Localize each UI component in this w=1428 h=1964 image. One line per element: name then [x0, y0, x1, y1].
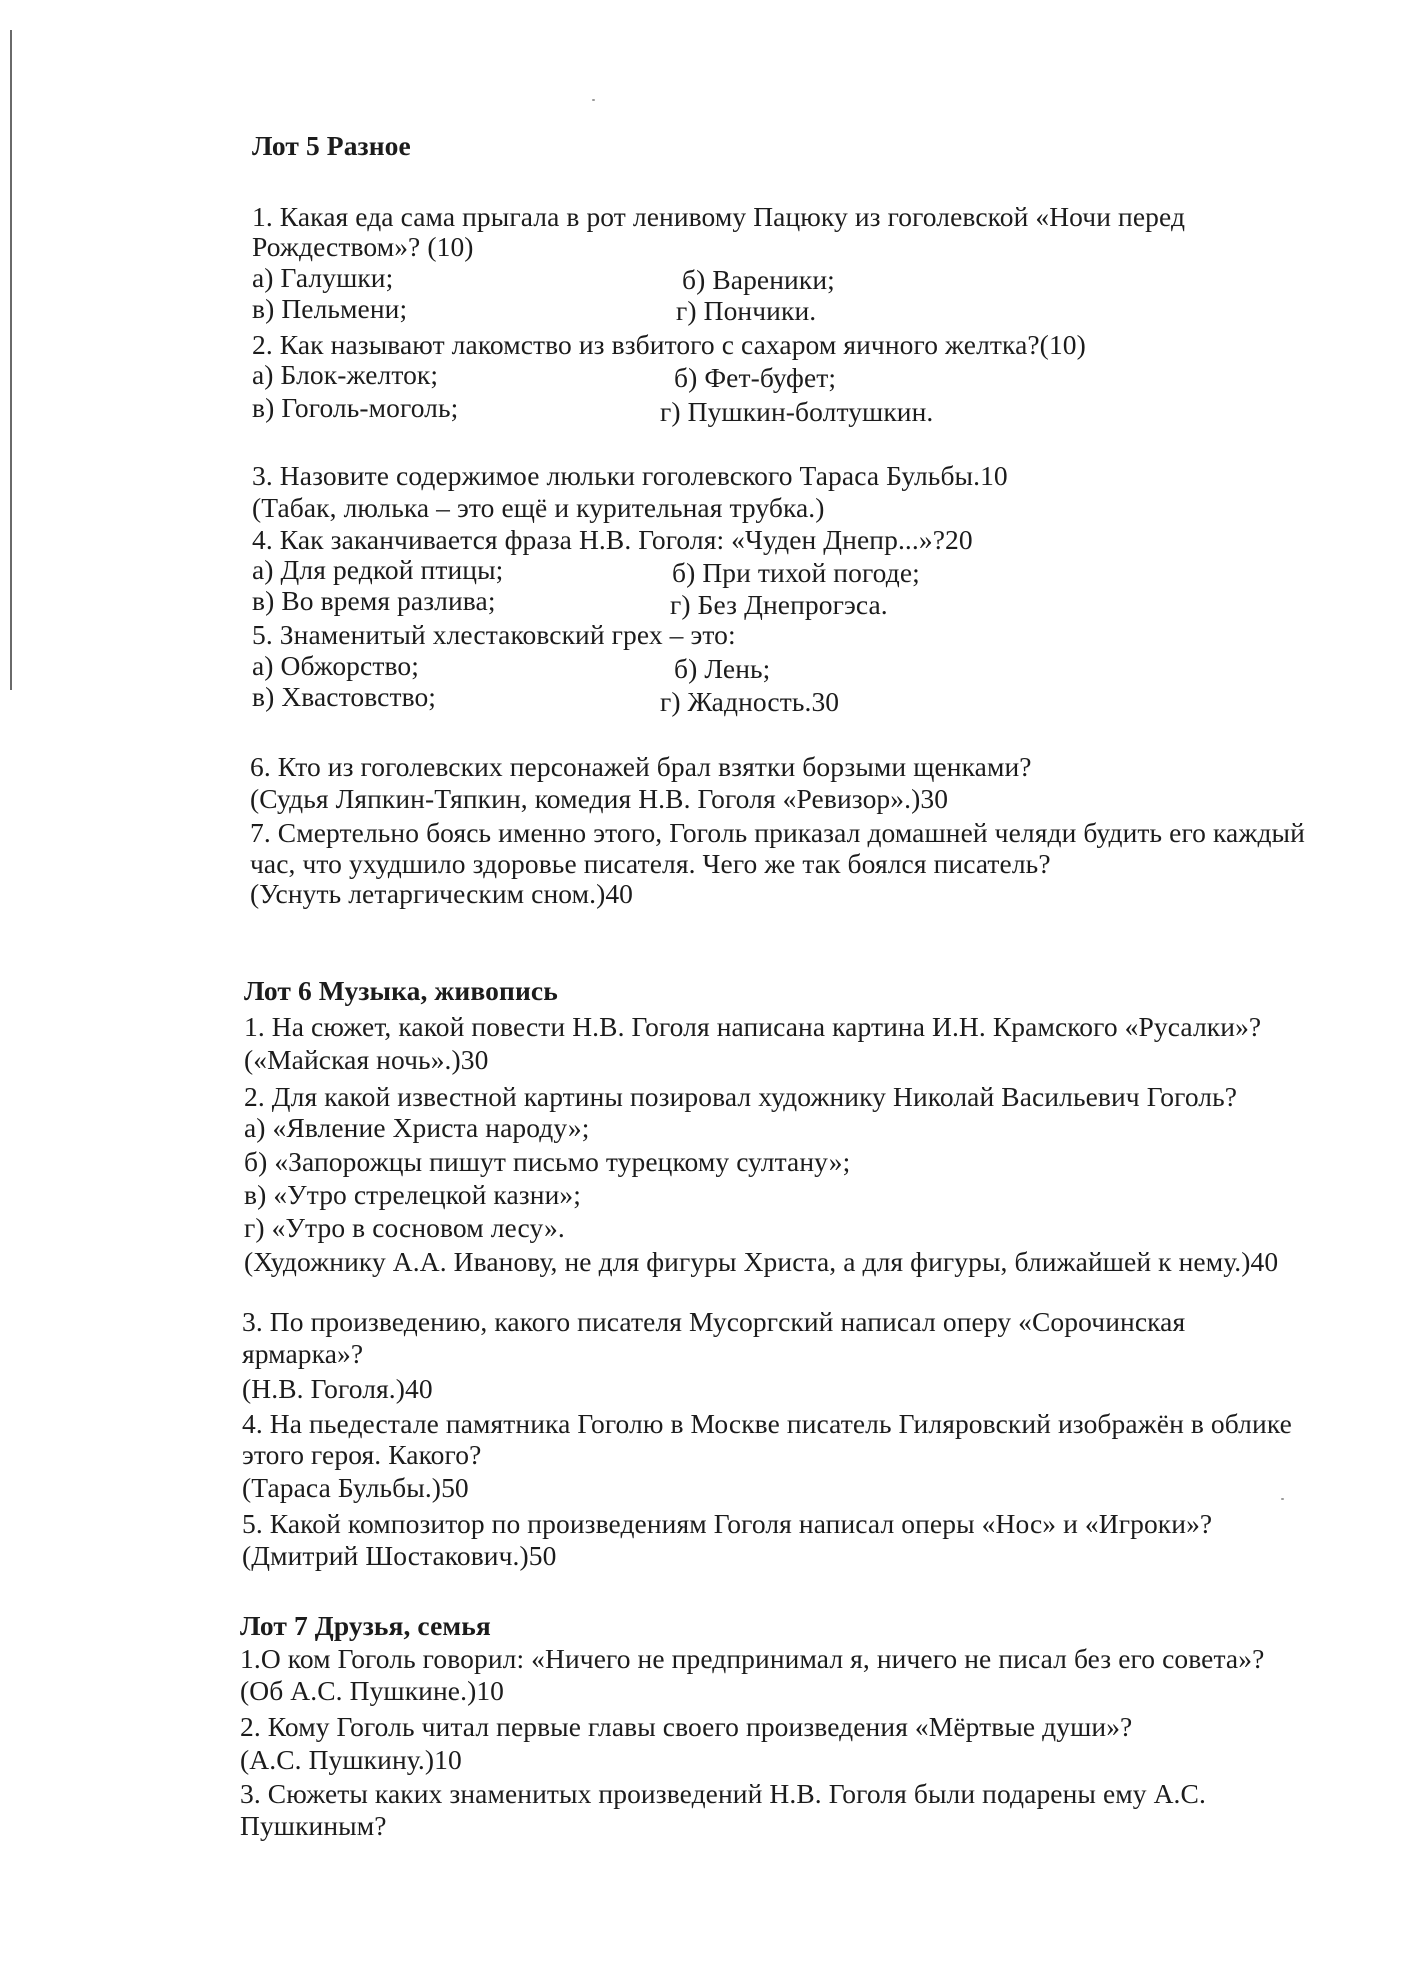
lot5-q2-option-g: г) Пушкин-болтушкин. [660, 396, 934, 427]
lot5-q4-option-b: б) При тихой погоде; [672, 557, 920, 588]
lot5-q7: 7. Смертельно боясь именно этого, Гоголь приказал домашней челяди будить его каждый [250, 817, 1305, 848]
lot5-q4-option-g: г) Без Днепрогэса. [670, 589, 888, 620]
lot5-q2-option-a: а) Блок-желток; [252, 359, 439, 390]
lot6-q2-option-g: г) «Утро в сосновом лесу». [244, 1212, 565, 1243]
lot6-q2-answer: (Художнику А.А. Иванову, не для фигуры Христа, а для фигуры, ближайшей к нему.)40 [244, 1246, 1279, 1277]
lot5-q5-option-b: б) Лень; [674, 653, 771, 684]
lot5-q5-option-a: а) Обжорство; [252, 650, 419, 681]
lot7-q3-cont: Пушкиным? [240, 1810, 387, 1841]
lot5-heading: Лот 5 Разное [252, 130, 411, 161]
lot5-q1-option-g: г) Пончики. [676, 295, 817, 326]
scan-edge-line [10, 30, 12, 690]
lot5-q3-answer: (Табак, люлька – это ещё и курительная трубка.) [252, 492, 825, 523]
lot7-q1-answer: (Об А.С. Пушкине.)10 [240, 1675, 505, 1706]
lot5-q1-option-b: б) Вареники; [682, 264, 835, 295]
lot6-q3: 3. По произведению, какого писателя Мусоргский написал оперу «Сорочинская [242, 1306, 1186, 1337]
lot5-q2-option-b: б) Фет-буфет; [674, 362, 837, 393]
lot6-q4: 4. На пьедестале памятника Гоголю в Москве писатель Гиляровский изображён в облике [242, 1408, 1292, 1439]
lot7-q1: 1.О ком Гоголь говорил: «Ничего не предпринимал я, ничего не писал без его совета»? [240, 1643, 1265, 1674]
lot7-heading: Лот 7 Друзья, семья [240, 1610, 491, 1641]
lot6-q2: 2. Для какой известной картины позировал художнику Николай Васильевич Гоголь? [244, 1081, 1238, 1112]
lot6-q5-answer: (Дмитрий Шостакович.)50 [242, 1540, 557, 1571]
lot5-q7-cont: час, что ухудшило здоровье писателя. Чего же так боялся писатель? [250, 848, 1051, 879]
lot6-q1-answer: («Майская ночь».)30 [244, 1044, 489, 1075]
lot5-q5: 5. Знаменитый хлестаковский грех – это: [252, 619, 736, 650]
lot6-q1: 1. На сюжет, какой повести Н.В. Гоголя написана картина И.Н. Крамского «Русалки»? [244, 1011, 1262, 1042]
lot6-q3-answer: (Н.В. Гоголя.)40 [242, 1373, 433, 1404]
lot5-q2: 2. Как называют лакомство из взбитого с сахаром яичного желтка?(10) [252, 329, 1086, 360]
lot5-q6-answer: (Судья Ляпкин-Тяпкин, комедия Н.В. Гоголя «Ревизор».)30 [250, 783, 949, 814]
lot5-q1: 1. Какая еда сама прыгала в рот ленивому Пацюку из гоголевской «Ночи перед [252, 201, 1186, 232]
lot5-q2-option-v: в) Гоголь-моголь; [252, 392, 459, 423]
lot6-q3-cont: ярмарка»? [242, 1338, 364, 1369]
lot5-q4: 4. Как заканчивается фраза Н.В. Гоголя: «Чуден Днепр...»?20 [252, 524, 973, 555]
lot6-q4-answer: (Тараса Бульбы.)50 [242, 1472, 469, 1503]
lot7-q2-answer: (А.С. Пушкину.)10 [240, 1744, 462, 1775]
lot6-q2-option-a: а) «Явление Христа народу»; [244, 1112, 590, 1143]
lot5-q5-option-v: в) Хвастовство; [252, 681, 437, 712]
lot6-q2-option-v: в) «Утро стрелецкой казни»; [244, 1179, 581, 1210]
lot5-q4-option-a: а) Для редкой птицы; [252, 554, 504, 585]
lot6-q5: 5. Какой композитор по произведениям Гоголя написал оперы «Нос» и «Игроки»? [242, 1508, 1213, 1539]
lot5-q7-answer: (Уснуть летаргическим сном.)40 [250, 878, 634, 909]
lot6-q2-option-b: б) «Запорожцы пишут письмо турецкому султану»; [244, 1146, 851, 1177]
lot7-q3: 3. Сюжеты каких знаменитых произведений Н.В. Гоголя были подарены ему А.С. [240, 1778, 1206, 1809]
lot5-q4-option-v: в) Во время разлива; [252, 585, 496, 616]
lot5-q6: 6. Кто из гоголевских персонажей брал взятки борзыми щенками? [250, 751, 1032, 782]
lot6-heading: Лот 6 Музыка, живопись [244, 975, 558, 1006]
lot5-q1-option-a: а) Галушки; [252, 262, 394, 293]
lot5-q5-option-g: г) Жадность.30 [660, 686, 840, 717]
lot5-q3: 3. Назовите содержимое люльки гоголевского Тараса Бульбы.10 [252, 460, 1008, 491]
lot5-q1-option-v: в) Пельмени; [252, 293, 408, 324]
scan-speck [1281, 1498, 1284, 1500]
lot7-q2: 2. Кому Гоголь читал первые главы своего произведения «Мёртвые души»? [240, 1711, 1133, 1742]
lot6-q4-cont: этого героя. Какого? [242, 1439, 482, 1470]
scan-speck [592, 99, 595, 101]
lot5-q1-cont: Рождеством»? (10) [252, 231, 474, 262]
